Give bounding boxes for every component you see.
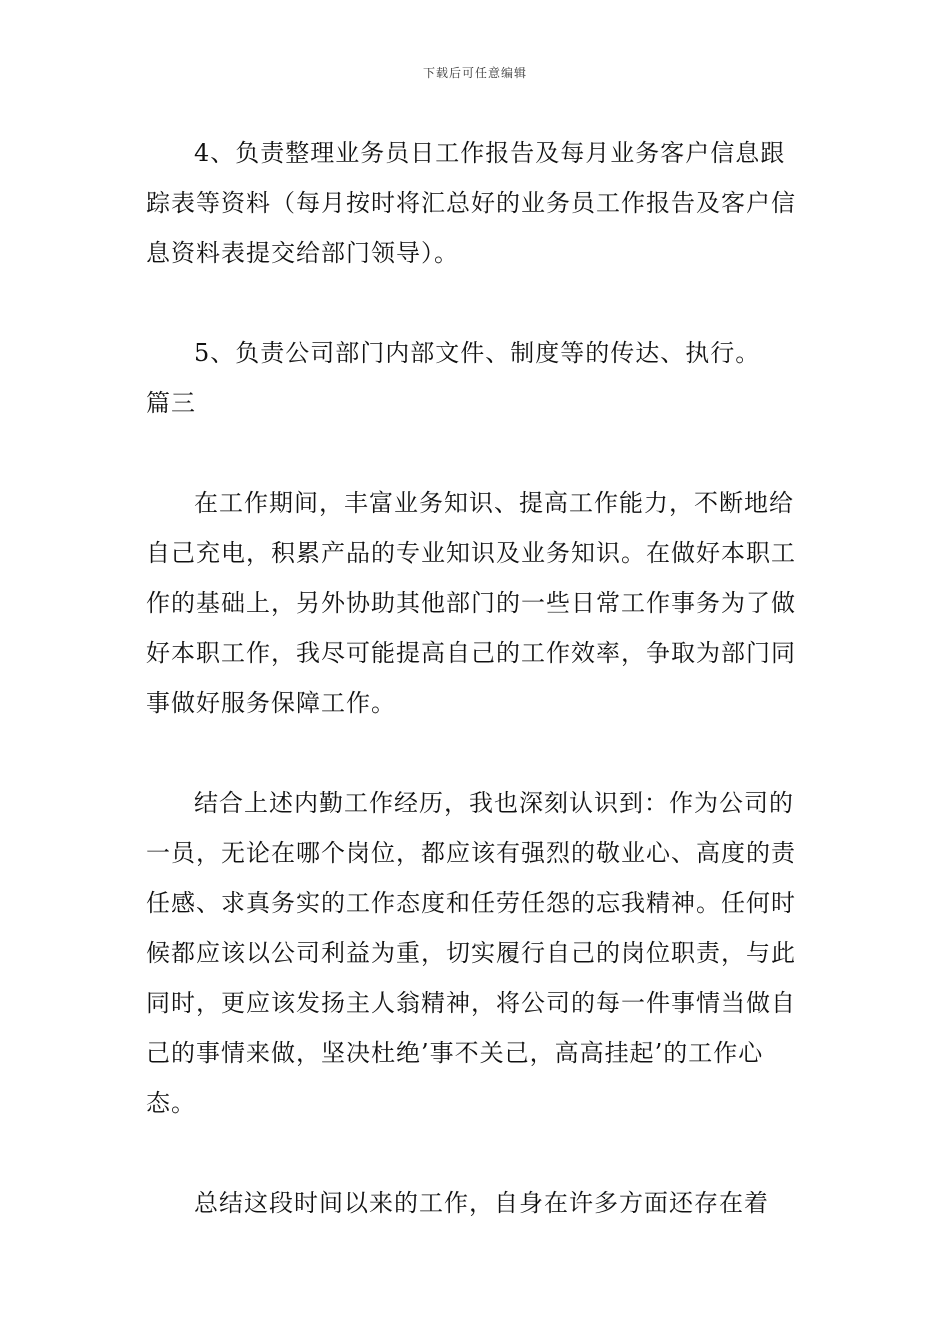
paragraph-work-period: 在工作期间，丰富业务知识、提高工作能力，不断地给自己充电，积累产品的专业知识及业务知识。在做好本职工作的基础上，另外协助其他部门的一些日常工作事务为了做好本职工作，我尽可能提高自己的工作效率，争取为部门同事做好服务保障工作。: [146, 489, 796, 717]
paragraph-summary: 总结这段时间以来的工作，自身在许多方面还存在着: [194, 1189, 769, 1217]
section-heading: 篇三: [146, 389, 196, 417]
paragraph-gap: [146, 1128, 810, 1178]
paragraph-gap: [146, 278, 810, 328]
paragraph-reflection: 结合上述内勤工作经历，我也深刻认识到：作为公司的一员，无论在哪个岗位，都应该有强烈的敬业心、高度的责任感、求真务实的工作态度和任劳任怨的忘我精神。任何时候都应该以公司利益为重，切实履行自己的岗位职责，与此同时，更应该发扬主人翁精神，将公司的每一件事情当做自己的事情来做，坚决杜绝’事不关己，高高挂起’的工作心态。: [146, 789, 796, 1117]
page-header: 下载后可任意编辑: [422, 66, 527, 80]
paragraph-item-4: 4、负责整理业务员日工作报告及每月业务客户信息跟踪表等资料（每月按时将汇总好的业务员工作报告及客户信息资料表提交给部门领导）。: [146, 139, 796, 267]
paragraph-gap: [146, 428, 810, 478]
paragraph-gap: [146, 728, 810, 778]
paragraph-item-5: 5、负责公司部门内部文件、制度等的传达、执行。: [194, 339, 761, 367]
document-body: [146, 128, 810, 1228]
